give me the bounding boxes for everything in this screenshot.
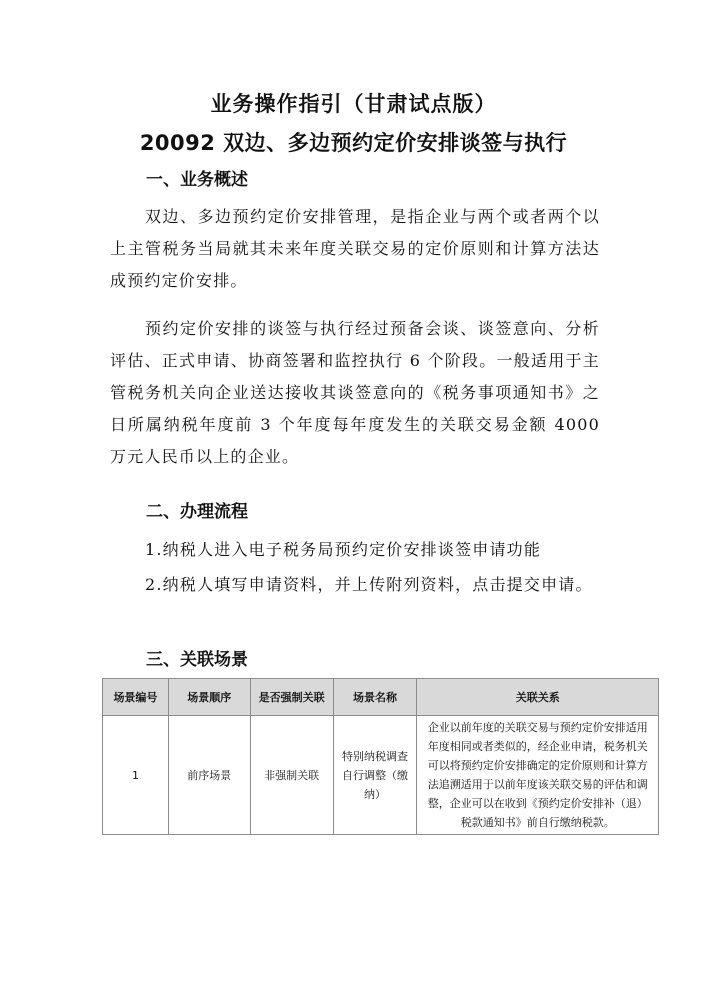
cell-mandatory: 非强制关联	[250, 716, 333, 835]
section-heading-overview: 一、业务概述	[146, 170, 248, 190]
header-scene-order: 场景顺序	[168, 679, 250, 716]
section-heading-process: 二、办理流程	[146, 502, 248, 522]
table-header-row	[103, 679, 659, 716]
section-heading-scenes: 三、关联场景	[146, 650, 248, 670]
document-title: 业务操作指引（甘肃试点版）	[210, 92, 497, 116]
cell-scene-id: 1	[103, 716, 169, 835]
process-step-2: 2.纳税人填写申请资料，并上传附列资料，点击提交申请。	[145, 575, 593, 594]
header-scene-name: 场景名称	[333, 679, 417, 716]
cell-scene-name: 特别纳税调查自行调整（缴纳）	[333, 716, 417, 835]
overview-paragraph-1: 双边、多边预约定价安排管理，是指企业与两个或者两个以上主管税务当局就其未来年度关联交易的定价原则和计算方法达成预约定价安排。	[110, 207, 600, 290]
cell-scene-order: 前序场景	[168, 716, 250, 835]
table-row	[103, 716, 659, 835]
overview-paragraph-2: 预约定价安排的谈签与执行经过预备会谈、谈签意向、分析评估、正式申请、协商签署和监控执行 6 个阶段。一般适用于主管税务机关向企业送达接收其谈签意向的《税务事项通知书》之日所属纳税年度前 3 个年度每年度发生的关联交易金额 4000 万元人民币以上的企业。	[110, 319, 600, 466]
header-relation: 关联关系	[417, 679, 659, 716]
header-scene-id: 场景编号	[103, 679, 169, 716]
header-mandatory: 是否强制关联	[250, 679, 333, 716]
scene-table	[102, 678, 659, 835]
cell-relation: 企业以前年度的关联交易与预约定价安排适用年度相同或者类似的，经企业申请，税务机关可以将预约定价安排确定的定价原则和计算方法追溯适用于以前年度该关联交易的评估和调整，企业可以在收到《预约定价安排补（退）税款通知书》前自行缴纳税款。	[417, 716, 659, 835]
process-step-1: 1.纳税人进入电子税务局预约定价安排谈签申请功能	[145, 540, 542, 559]
document-subtitle: 20092 双边、多边预约定价安排谈签与执行	[139, 131, 568, 155]
